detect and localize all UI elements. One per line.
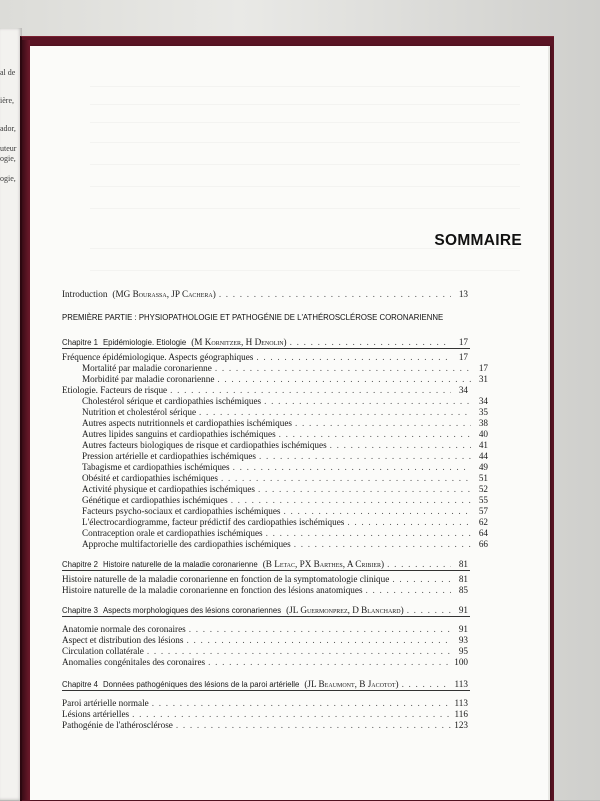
toc-entry-text: Paroi artérielle normale (62, 698, 149, 708)
chapter-heading (62, 559, 468, 570)
toc-entry-text: Autres aspects nutritionnels et cardiopathies ischémiques (82, 418, 292, 428)
toc-entry (62, 528, 488, 539)
chapter-label: Chapitre 1 (62, 338, 98, 347)
toc-entry-text: Circulation collatérale (62, 646, 144, 656)
toc-entry-text: Cholestérol sérique et cardiopathies ischémiques (82, 396, 262, 406)
dot-leader (347, 517, 471, 528)
toc-entry (62, 720, 468, 731)
toc-page-number: 113 (454, 679, 468, 689)
toc-entry (62, 495, 488, 506)
toc-entry-text: Approche multifactorielle des cardiopathies ischémiques (82, 539, 291, 549)
toc-entry (62, 635, 468, 646)
dot-leader (199, 407, 471, 418)
chapter-title: Histoire naturelle de la maladie coronarienne (102, 560, 258, 569)
chapter-heading (62, 337, 468, 348)
toc-entry (62, 451, 488, 462)
dot-leader (219, 289, 451, 300)
chapter-title: Données pathogéniques des lésions de la paroi artérielle (102, 680, 300, 689)
dot-leader (284, 506, 472, 517)
dot-leader (186, 635, 451, 646)
toc-page-number: 34 (478, 396, 488, 406)
left-page-fragment: ogie, (0, 174, 16, 183)
dot-leader (147, 646, 451, 657)
dot-leader (221, 473, 471, 484)
dot-leader (290, 337, 451, 348)
toc-entry-text: Autres facteurs biologiques de risque et cardiopathies ischémiques (82, 440, 327, 450)
left-page-fragment: uteur (0, 144, 17, 153)
toc-page-number: 85 (458, 585, 468, 595)
toc-entry (62, 484, 488, 495)
toc-entry (62, 698, 468, 709)
dot-leader (264, 396, 471, 407)
toc-entry-text: Lésions artérielles (62, 709, 130, 719)
toc-page-number: 66 (478, 539, 488, 549)
toc-entry-text: L'électrocardiogramme, facteur prédictif des cardiopathies ischémiques (82, 517, 345, 527)
dot-leader (279, 429, 471, 440)
chapter-heading (62, 605, 468, 616)
left-page-edge (0, 28, 22, 800)
dot-leader (152, 698, 451, 709)
toc-page-number: 81 (458, 574, 468, 584)
part-heading: PREMIÈRE PARTIE : PHYSIOPATHOLOGIE ET PATHOGÉNIE DE L'ATHÉROSCLÉROSE CORONARIENNE (62, 313, 444, 322)
dot-leader (266, 528, 471, 539)
dot-leader (259, 451, 471, 462)
toc-entry-text: Histoire naturelle de la maladie coronarienne en fonction des lésions anatomiques (62, 585, 363, 595)
chapter-label: Chapitre 3 (62, 606, 98, 615)
dot-leader (176, 720, 451, 731)
toc-entry (62, 396, 488, 407)
toc-entry-text: Anatomie normale des coronaires (62, 624, 186, 634)
toc-page-number: 91 (458, 605, 468, 615)
toc-page-number: 64 (478, 528, 488, 538)
toc-page-number: 113 (454, 698, 468, 708)
dot-leader (189, 624, 451, 635)
toc-entry-text: Autres lipides sanguins et cardiopathies ischémiques (82, 429, 276, 439)
toc-entry-text: Obésité et cardiopathies ischémiques (82, 473, 218, 483)
toc-entry-text: Tabagisme et cardiopathies ischémiques (82, 462, 230, 472)
dot-leader (387, 559, 451, 570)
chapter-rule (62, 690, 470, 691)
toc-entry (62, 418, 488, 429)
toc-page-number: 95 (458, 646, 468, 656)
toc-entry (62, 574, 468, 585)
toc-authors: (MG Bourassa, JP Cachera) (112, 289, 216, 299)
toc-entry-text: Activité physique et cardiopathies ischémiques (82, 484, 255, 494)
toc-entry-text: Facteurs psycho-sociaux et cardiopathies ischémiques (82, 506, 281, 516)
toc-entry (62, 506, 488, 517)
dot-leader (132, 709, 451, 720)
toc-page-number: 41 (478, 440, 488, 450)
left-page-fragment: al de (0, 68, 16, 77)
toc-entry (62, 363, 488, 374)
toc-page-number: 62 (478, 517, 488, 527)
chapter-authors: (B Letac, PX Barthes, A Cribier) (262, 559, 385, 569)
dot-leader (170, 385, 451, 396)
dot-leader (231, 495, 471, 506)
toc-entry (62, 517, 488, 528)
toc-page-number: 34 (458, 385, 468, 395)
toc-entry-text: Nutrition et cholestérol sérique (82, 407, 197, 417)
toc-entry-text: Contraception orale et cardiopathies ischémiques (82, 528, 263, 538)
toc-page-number: 100 (454, 657, 468, 667)
toc-page-number: 31 (478, 374, 488, 384)
dot-leader (407, 605, 451, 616)
chapter-label: Chapitre 2 (62, 560, 98, 569)
toc-entry-text: Etiologie. Facteurs de risque (62, 385, 168, 395)
dot-leader (217, 374, 471, 385)
toc-entry-text: Histoire naturelle de la maladie coronarienne en fonction de la symptomatologie clinique (62, 574, 390, 584)
toc-page-number: 35 (478, 407, 488, 417)
toc-page-number: 17 (458, 337, 468, 347)
toc-entry-text: Morbidité par maladie coronarienne (82, 374, 215, 384)
book-spine-edge (22, 40, 30, 800)
toc-entry (62, 440, 488, 451)
chapter-heading (62, 679, 468, 690)
toc-page-number: 52 (478, 484, 488, 494)
toc-entry-text: Pathogénie de l'athérosclérose (62, 720, 173, 730)
toc-introduction (62, 289, 468, 300)
toc-entry-text: Pression artérielle et cardiopathies ischémiques (82, 451, 256, 461)
toc-entry (62, 624, 468, 635)
chapter-authors: (M Kornitzer, H Denolin) (191, 337, 287, 347)
toc-page-number: 13 (458, 289, 468, 299)
page-title: SOMMAIRE (434, 232, 522, 249)
toc-entry-text: Aspect et distribution des lésions (62, 635, 184, 645)
toc-page-number: 40 (478, 429, 488, 439)
dot-leader (215, 363, 471, 374)
toc-entry-text: Génétique et cardiopathies ischémiques (82, 495, 228, 505)
dot-leader (258, 484, 471, 495)
dot-leader (366, 585, 451, 596)
dot-leader (256, 352, 451, 363)
toc-entry (62, 646, 468, 657)
dot-leader (330, 440, 471, 451)
dot-leader (295, 418, 471, 429)
document-page (30, 46, 550, 800)
left-page-fragment: ière, (0, 96, 14, 105)
toc-entry (62, 407, 488, 418)
toc-page-number: 93 (458, 635, 468, 645)
toc-entry (62, 473, 488, 484)
chapter-rule (62, 570, 470, 571)
left-page-fragment: ador, (0, 124, 16, 133)
toc-page-number: 57 (478, 506, 488, 516)
chapter-rule (62, 616, 470, 617)
toc-entry (62, 374, 488, 385)
toc-page-number: 17 (478, 363, 488, 373)
dot-leader (402, 679, 451, 690)
chapter-title: Aspects morphologiques des lésions coronariennes (102, 606, 282, 615)
dot-leader (208, 657, 451, 668)
toc-entry (62, 429, 488, 440)
toc-entry-text: Fréquence épidémiologique. Aspects géographiques (62, 352, 254, 362)
chapter-authors: (JL Beaumont, B Jacotot) (304, 679, 399, 689)
chapter-authors: (JL Guermonprez, D Blanchard) (286, 605, 404, 615)
toc-entry (62, 709, 468, 720)
toc-page-number: 49 (478, 462, 488, 472)
dot-leader (233, 462, 471, 473)
toc-entry (62, 585, 468, 596)
chapter-title: Epidémiologie. Etiologie (102, 338, 187, 347)
toc-page-number: 91 (458, 624, 468, 634)
chapter-rule (62, 348, 470, 349)
toc-entry (62, 657, 468, 668)
toc-page-number: 17 (458, 352, 468, 362)
toc-entry (62, 539, 488, 550)
dot-leader (294, 539, 471, 550)
toc-label: Introduction (62, 289, 108, 299)
toc-entry (62, 385, 468, 396)
toc-page-number: 55 (478, 495, 488, 505)
toc-entry-text: Mortalité par maladie coronarienne (82, 363, 212, 373)
chapter-label: Chapitre 4 (62, 680, 98, 689)
toc-page-number: 38 (478, 418, 488, 428)
toc-entry-text: Anomalies congénitales des coronaires (62, 657, 206, 667)
toc-entry (62, 352, 468, 363)
dot-leader (392, 574, 451, 585)
toc-page-number: 51 (478, 473, 488, 483)
toc-page-number: 81 (458, 559, 468, 569)
left-page-fragment: ogie, (0, 154, 16, 163)
toc-page-number: 123 (454, 720, 468, 730)
toc-entry (62, 462, 488, 473)
toc-page-number: 44 (478, 451, 488, 461)
toc-page-number: 116 (454, 709, 468, 719)
